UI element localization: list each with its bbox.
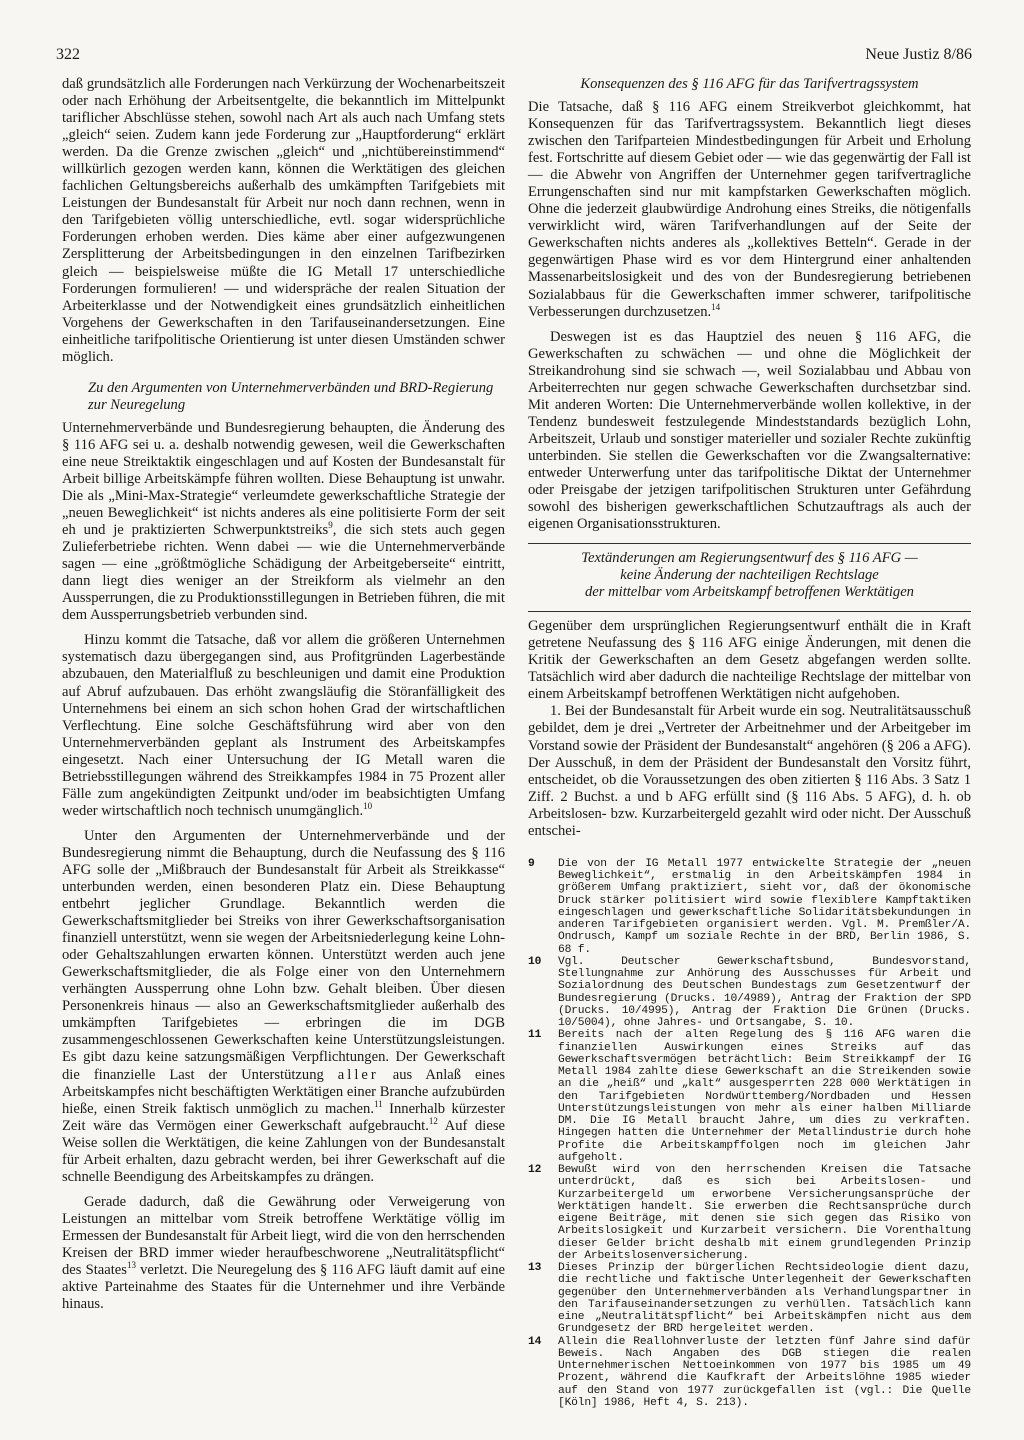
footnotes xyxy=(528,858,971,1409)
paragraph: Unter den Argumenten der Unternehmerverbände und der Bundesregierung nimmt die Behauptung, durch die Neufassung des § 116 AFG solle der „Mißbrauch der Bundesanstalt für Arbeit als Streikkasse“ unterbunden werden, einen besonderen Platz ein. Diese Behauptung entbehrt jeglicher Grundlage. Bekanntlich werden die Gewerkschaftsmitglieder bei Streiks von ihrer Gewerkschaftsorganisation finanziell unterstützt, wenn sie wegen der Arbeitsniederlegung keine Lohn- oder Gehaltszahlungen erwarten können. Unterstützt werden auch jene Gewerkschaftsmitglieder, die als Folge einer von den Unternehmern verhängten Aussperrung ohne Lohn bzw. Gehalt bleiben. Über diesen Personenkreis hinaus — also an Gewerkschaftsmitglieder außerhalb des umkämpften Tarifgebietes — erbringen die im DGB zusammengeschlossenen Gewerkschaften keine Unterstützungsleistungen. Es gibt dazu keine satzungsmäßigen Verpflichtungen. Der Gewerkschaft die finanzielle Last der Unterstützung aller aus Anlaß eines Arbeitskampfes nicht beschäftigten Werktätigen einer Branche aufzubürden hieße, einen Streik faktisch unmöglich zu machen.$^{11}$ Innerhalb kürzester Zeit wäre das Vermögen einer Gewerkschaft aufgebraucht.$^{12}$ Auf diese Weise sollen die Werktätigen, die keine Zahlungen von der Bundesanstalt für Arbeit erhalten, dazu gebracht werden, bei ihrer Gewerkschaft auf die schnelle Beendigung des Arbeitskampfes zu drängen. xyxy=(62,827,505,1185)
paragraph: Die Tatsache, daß § 116 AFG einem Streikverbot gleichkommt, hat Konsequenzen für das Tarifvertragssystem. Bekanntlich liegt dieses zwischen den Tarifparteien Mindestbedingungen für Arbeit und Erholung fest. Fortschritte auf diesem Gebiet oder — wie das gegenwärtig der Fall ist — die Abwehr von Angriffen der Unternehmer gegen tarifvertragliche Errungenschaften sind nur mit kampfstarken Gewerkschaften möglich. Ohne die jederzeit glaubwürdige Androhung eines Streiks, die nötigenfalls verwirklicht wird, wären Tarifverhandlungen auf der Seite der Gewerkschaften nichts anderes als „kollektives Betteln“. Gerade in der gegenwärtigen Phase wird es vor dem Hintergrund einer anhaltenden Massenarbeitslosigkeit und des von der Bundesregierung betriebenen Sozialabbaus für die Gewerkschaften immer schwerer, tarifpolitische Verbesserungen durchzusetzen.$^{14}$ xyxy=(528,99,971,320)
footnote-ref: 10 xyxy=(363,800,373,811)
right-column xyxy=(528,76,971,1409)
footnote: 10 Vgl. Deutscher Gewerkschaftsbund, Bundesvorstand, Stellungnahme zur Anhörung des Ausschusses für Arbeit und Sozialordnung des Deutschen Bundestags zum Gesetzentwurf der Bundesregierung (Drucks. 10/4989), Antrag der Fraktion der SPD (Drucks. 10/4995), Antrag der Fraktion Die Grünen (Drucks. 10/5004), ohne Jahres- und Ortsangabe, S. 10. xyxy=(528,955,971,1030)
paragraph: 1. Bei der Bundesanstalt für Arbeit wurde ein sog. Neutralitätsausschuß gebildet, dem je drei „Vertreter der Arbeitnehmer und der Arbeitgeber im Vorstand sowie der Präsident der Bundesanstalt“ angehören (§ 206 a AFG). Der Ausschuß, in dem der Präsident der Bundesanstalt den Vorsitz führt, entscheidet, ob die Voraussetzungen des oben zitierten § 116 Abs. 3 Satz 1 Ziff. 2 Buchst. a und b AFG erfüllt sind (§ 116 Abs. 5 AFG), d. h. ob Arbeitslosen- bzw. Kurzarbeitergeld gezahlt wird oder nicht. Der Ausschuß entschei- xyxy=(528,703,971,839)
footnote-ref: 14 xyxy=(711,301,721,312)
footnote: 14 Allein die Reallohnverluste der letzten fünf Jahre sind dafür Beweis. Nach Angaben des DGB stiegen die realen Unternehmerischen Nettoeinkommen von 1977 bis 1985 um 49 Prozent, während die Kaufkraft der Arbeitslöhne 1985 wieder auf den Stand von 1977 zurückgefallen ist (vgl.: Die Quelle [Köln] 1986, Heft 4, S. 213). xyxy=(528,1335,971,1409)
divider xyxy=(528,611,971,612)
section-heading: Textänderungen am Regierungsentwurf des § 116 AFG — keine Änderung der nachteiligen Rechtslage der mittelbar vom Arbeitskampf betroffenen Werktätigen xyxy=(581,550,918,601)
footnote: 12 Bewußt wird von den herrschenden Kreisen die Tatsache unterdrückt, daß es sich bei Arbeitslosen- und Kurzarbeitergeld um erworbene Versicherungsansprüche der Werktätigen handelt. Sie erwerben die Rechtsansprüche durch eigene Beiträge, mit denen sie sich gegen das Risiko von Arbeitslosigkeit und Kurzarbeit versichern. Die Vorenthaltung dieser Gelder bricht deshalb mit einem grundlegenden Prinzip der Arbeitslosenversicherung. xyxy=(528,1164,971,1262)
footnote: 9 Die von der IG Metall 1977 entwickelte Strategie der „neuen Beweglichkeit“, erstmalig in den Arbeitskämpfen 1984 in größerem Umfang praktiziert, sieht vor, daß der ökonomische Druck stärker politisiert wird sowie flexiblere Kampftaktiken eingeschlagen und gewerkschaftliche Solidaritätsbekundungen in anderen Tarifgebieten organisiert werden. Vgl. M. Premßler/A. Ondrusch, Kampf um soziale Rechte in der BRD, Berlin 1986, S. 68 f. xyxy=(528,857,971,956)
footnote-ref: 12 xyxy=(428,1115,438,1126)
footnote: 13 Dieses Prinzip der bürgerlichen Rechtsideologie dient dazu, die rechtliche und faktische Unterlegenheit der Gewerkschaften gegenüber den Unternehmerverbänden als Verhandlungspartner in den Tarifauseinandersetzungen zu verhüllen. Tatsächlich kann eine „Neutralitätspflicht“ bei Arbeitskämpfen nicht aus dem Grundgesetz der BRD hergeleitet werden. xyxy=(528,1262,971,1336)
page-number: 322 xyxy=(56,46,80,63)
left-column xyxy=(62,76,505,1313)
footnote: 11 Bereits nach der alten Regelung des § 116 AFG waren die finanziellen Auswirkungen eines Streiks auf das Gewerkschaftsvermögen beträchtlich: Beim Streikkampf der IG Metall 1984 zahlte diese Gewerkschaft an die Streikenden sowie an die „heiß“ und „kalt“ ausgesperrten 228 000 Werktätigen in den Tarifgebieten Nordwürttemberg/Nordbaden und Hessen Unterstützungsleistungen von mehr als einer halben Milliarde DM. Die IG Metall braucht Jahre, um dies zu verkraften. Hingegen hatten die Unternehmer der Metallindustrie durch hohe Profite die Arbeitskampffolgen noch im gleichen Jahr aufgeholt. xyxy=(528,1029,971,1164)
paragraph: Gegenüber dem ursprünglichen Regierungsentwurf enthält die in Kraft getretene Neufassung des § 116 AFG einige Änderungen, mit denen die Kritik der Gewerkschaften an dem Gesetz abgefangen werden sollte. Tatsächlich wird aber dadurch die nachteilige Rechtslage der mittelbar von einem Arbeitskampf betroffenen Werktätigen nicht aufgehoben. xyxy=(528,618,971,703)
footnote-ref: 9 xyxy=(328,520,333,531)
paragraph: Unternehmerverbände und Bundesregierung behaupten, die Änderung des § 116 AFG sei u. a. deshalb notwendig gewesen, weil die Gewerkschaften eine neue Streiktaktik eingeschlagen und auf Kosten der Bundesanstalt für Arbeit billige Arbeitskämpfe führen wollten. Diese Behauptung ist unwahr. Die als „Mini-Max-Strategie“ verleumdete gewerkschaftliche Strategie der „neuen Beweglichkeit“ ist nichts anderes als eine politisierte Form der seit eh und je praktizierten Schwerpunktstreiks$^9$, die sich stets auch gegen Zulieferbetriebe richten. Wenn dabei — wie die Unternehmerverbände sagen — eine „größtmögliche Schädigung der Arbeitgeberseite“ eintritt, dann liegt dies weniger an der Streikform als vielmehr an den Aussperrungen, die zu Produktionsstillegungen in Betrieben führen, die mit dem Aussperrungsbetrieb verbunden sind. xyxy=(62,419,505,624)
section-heading: Konsequenzen des § 116 AFG für das Tarifvertragssystem xyxy=(580,76,919,92)
footnote-ref: 11 xyxy=(373,1098,383,1109)
paragraph: Hinzu kommt die Tatsache, daß vor allem die größeren Unternehmen systematisch dazu übergegangen sind, aus Profitgründen Lagerbestände abzubauen, den Materialfluß zu beschleunigen und damit eine Produktion auf Abruf aufzubauen. Das erhöht zwangsläufig die Störanfälligkeit des Unternehmens bei einem an sich schon hohen Grad der wirtschaftlichen Verflechtung. Eine solche Geschäftsführung wird aber von den Unternehmerverbänden geplant als Instrument des Arbeitskampfes eingesetzt. Nach einer Untersuchung der IG Metall waren die Betriebsstillegungen während des Streikkampfes 1984 in 75 Prozent aller Fälle zum angekündigten Zeitpunkt und/oder im beabsichtigten Umfang weder wirtschaftlich noch technisch unumgänglich.$^{10}$ xyxy=(62,632,505,819)
paragraph: daß grundsätzlich alle Forderungen nach Verkürzung der Wochenarbeitszeit oder nach Erhöhung der Arbeitsentgelte, die bekanntlich im Mittelpunkt tariflicher Abschlüsse stehen, sowohl nach Art als auch nach Umfang stets „gleich“ seien. Zudem kann jede Forderung zur „Hauptforderung“ erklärt werden. Da die Grenze zwischen „gleich“ und „nichtübereinstimmend“ willkürlich gezogen werden kann, können die Werktätigen des gleichen fachlichen Geltungsbereichs außerhalb des umkämpften Tarifgebiets mit Leistungen der Bundesanstalt für Arbeit nur noch dann rechnen, wenn in den Tarifgebieten völlig unterschiedliche, evtl. sogar widersprüchliche Forderungen erhoben werden. Dies käme aber einer aufgezwungenen Zersplitterung der Arbeitsbedingungen in den einzelnen Tarifbezirken gleich — beispielsweise müßte die IG Metall 17 unterschiedliche Forderungen formulieren! — und widerspräche der realen Situation der Arbeiterklasse und der Notwendigkeit eines grundsätzlich einheitlichen Vorgehens der Gewerkschaften in den Tarifauseinandersetzungen. Eine einheitliche tarifpolitische Orientierung ist unter diesen Umständen schwer möglich. xyxy=(62,76,505,365)
paragraph: Deswegen ist es das Hauptziel des neuen § 116 AFG, die Gewerkschaften zu schwächen — und ohne die Möglichkeit der Streikandrohung sind sie schwach —, weil Sozialabbau und Abbau von Arbeiterrechten nur gegen schwache Gewerkschaften durchsetzbar sind. Mit anderen Worten: Die Unternehmerverbände wollen kollektive, in der Tendenz bundesweit festzulegende Mindeststandards bezüglich Lohn, Arbeitszeit, Urlaub und sonstiger materieller und sozialer Rechte zukünftig unterbinden. Sie stellen die Gewerkschaften vor die Zwangsalternative: entweder Unterwerfung unter das tarifpolitische Diktat der Unternehmer oder Preisgabe der jetzigen tarifpolitischen Strukturen unter Gefährdung sowohl des bisherigen gewerkschaftlichen Schutzauftrags als auch der eigenen Organisationsstrukturen. xyxy=(528,328,971,533)
footnote-ref: 13 xyxy=(126,1260,136,1271)
page-header xyxy=(56,46,972,72)
section-heading: Zu den Argumenten von Unternehmerverbänden und BRD-Regierung zur Neuregelung xyxy=(88,379,494,413)
journal-title: Neue Justiz 8/86 xyxy=(865,46,972,63)
paragraph: Gerade dadurch, daß die Gewährung oder Verweigerung von Leistungen an mittelbar vom Streik betroffene Werktätige völlig im Ermessen der Bundesanstalt für Arbeit liegt, wird die von den herrschenden Kreisen der BRD immer wieder heraufbeschworene „Neutralitätspflicht“ des Staates$^{13}$ verletzt. Die Neuregelung des § 116 AFG läuft damit auf eine aktive Parteinahme des Staates für die Unternehmer und ihre Verbände hinaus. xyxy=(62,1193,505,1313)
divider xyxy=(528,543,971,544)
